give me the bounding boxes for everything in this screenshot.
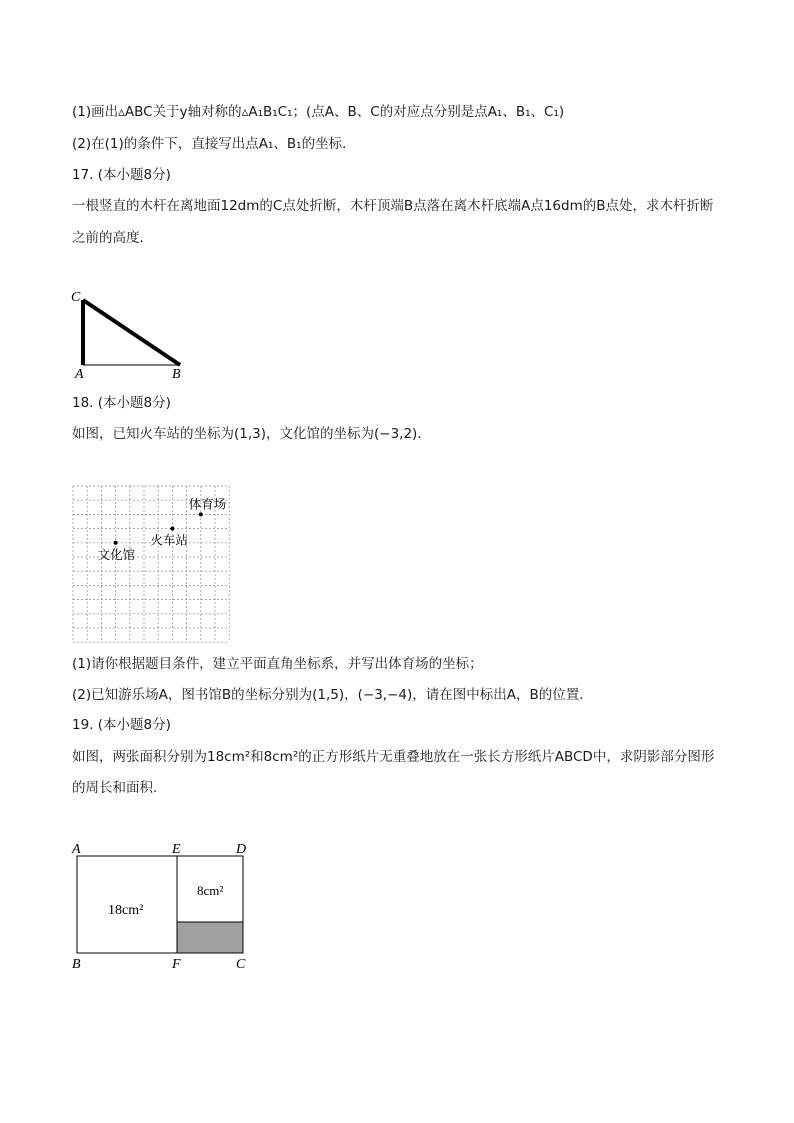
q19-header: 19. (本小题8分) — [72, 717, 171, 733]
q18-part1: (1)请你根据题目条件，建立平面直角坐标系，并写出体育场的坐标； — [72, 656, 483, 672]
label-d: D — [236, 842, 247, 857]
small-square-area-label: 8cm² — [197, 883, 224, 898]
q17-header: 17. (本小题8分) — [72, 167, 171, 183]
q17-triangle-figure — [66, 284, 196, 384]
q18-header: 18. (本小题8分) — [72, 395, 171, 411]
label-c: C — [71, 290, 81, 305]
big-square-area-label: 18cm² — [108, 903, 144, 918]
label-f: F — [172, 957, 181, 972]
grid-point-label: 火车站 — [150, 533, 188, 548]
grid-point-label: 体育场 — [188, 497, 227, 512]
grid-point-marker — [199, 512, 203, 516]
label-c: C — [236, 957, 246, 972]
q18-intro: 如图，已知火车站的坐标为(1,3)，文化馆的坐标为(−3,2)． — [72, 426, 431, 442]
q18-grid-map — [72, 485, 232, 645]
label-a: A — [72, 842, 81, 857]
grid-point-label: 文化馆 — [97, 547, 136, 562]
q19-rectangle-figure — [66, 838, 286, 978]
q16-part2: (2)在(1)的条件下，直接写出点A₁、B₁的坐标． — [72, 136, 356, 152]
q17-text-line2: 之前的高度． — [72, 230, 153, 246]
label-b: B — [72, 957, 81, 972]
grid-point-marker — [114, 541, 118, 545]
label-a: A — [75, 367, 84, 382]
q17-text-line1: 一根竖直的木杆在离地面12dm的C点处折断，木杆顶端B点落在离木杆底端A点16dm的B点处，求木杆折断 — [72, 198, 714, 214]
shaded-region — [177, 922, 243, 953]
grid-point-marker — [170, 527, 174, 531]
label-e: E — [172, 842, 181, 857]
q16-part1: (1)画出▵ABC关于y轴对称的▵A₁B₁C₁；(点A、B、C的对应点分别是点A₁、B₁、C₁) — [72, 104, 565, 120]
q19-text-line1: 如图，两张面积分别为18cm²和8cm²的正方形纸片无重叠地放在一张长方形纸片ABCD中，求阴影部分图形 — [72, 749, 715, 765]
grid-points — [98, 496, 227, 561]
q18-part2: (2)已知游乐场A，图书馆B的坐标分别为(1,5)，(−3,−4)，请在图中标出A，B的位置． — [72, 687, 593, 703]
fallen-segment-cb — [83, 300, 180, 365]
label-b: B — [172, 367, 181, 382]
q19-text-line2: 的周长和面积． — [72, 780, 167, 796]
